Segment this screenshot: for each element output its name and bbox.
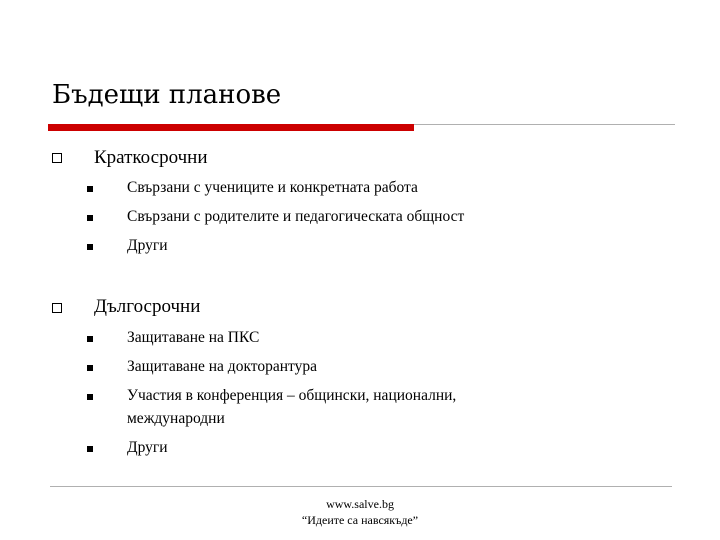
square-bullet-icon <box>87 394 93 400</box>
footer-site: www.salve.bg <box>326 497 394 511</box>
footer-divider <box>50 486 672 487</box>
list-item: Защитаване на докторантура <box>127 358 317 375</box>
hollow-square-bullet-icon <box>52 153 62 163</box>
list-item: Свързани с учениците и конкретната работа <box>127 179 418 196</box>
footer-slogan: “Идеите са навсякъде” <box>301 513 419 527</box>
section-heading-short-term: Краткосрочни <box>94 147 208 168</box>
slide-title: Бъдещи планове <box>52 80 282 110</box>
square-bullet-icon <box>87 336 93 342</box>
square-bullet-icon <box>87 365 93 371</box>
list-item: Свързани с родителите и педагогическата общност <box>127 208 465 225</box>
square-bullet-icon <box>87 215 93 221</box>
hollow-square-bullet-icon <box>52 303 62 313</box>
accent-bar <box>48 124 414 131</box>
list-item: Участия в конференция – общински, национални, <box>127 387 457 404</box>
list-item: Защитаване на ПКС <box>127 329 260 346</box>
list-item-continuation: международни <box>127 410 225 427</box>
square-bullet-icon <box>87 446 93 452</box>
square-bullet-icon <box>87 186 93 192</box>
square-bullet-icon <box>87 244 93 250</box>
list-item: Други <box>127 237 168 254</box>
section-heading-long-term: Дългосрочни <box>94 296 201 317</box>
list-item: Други <box>127 439 168 456</box>
